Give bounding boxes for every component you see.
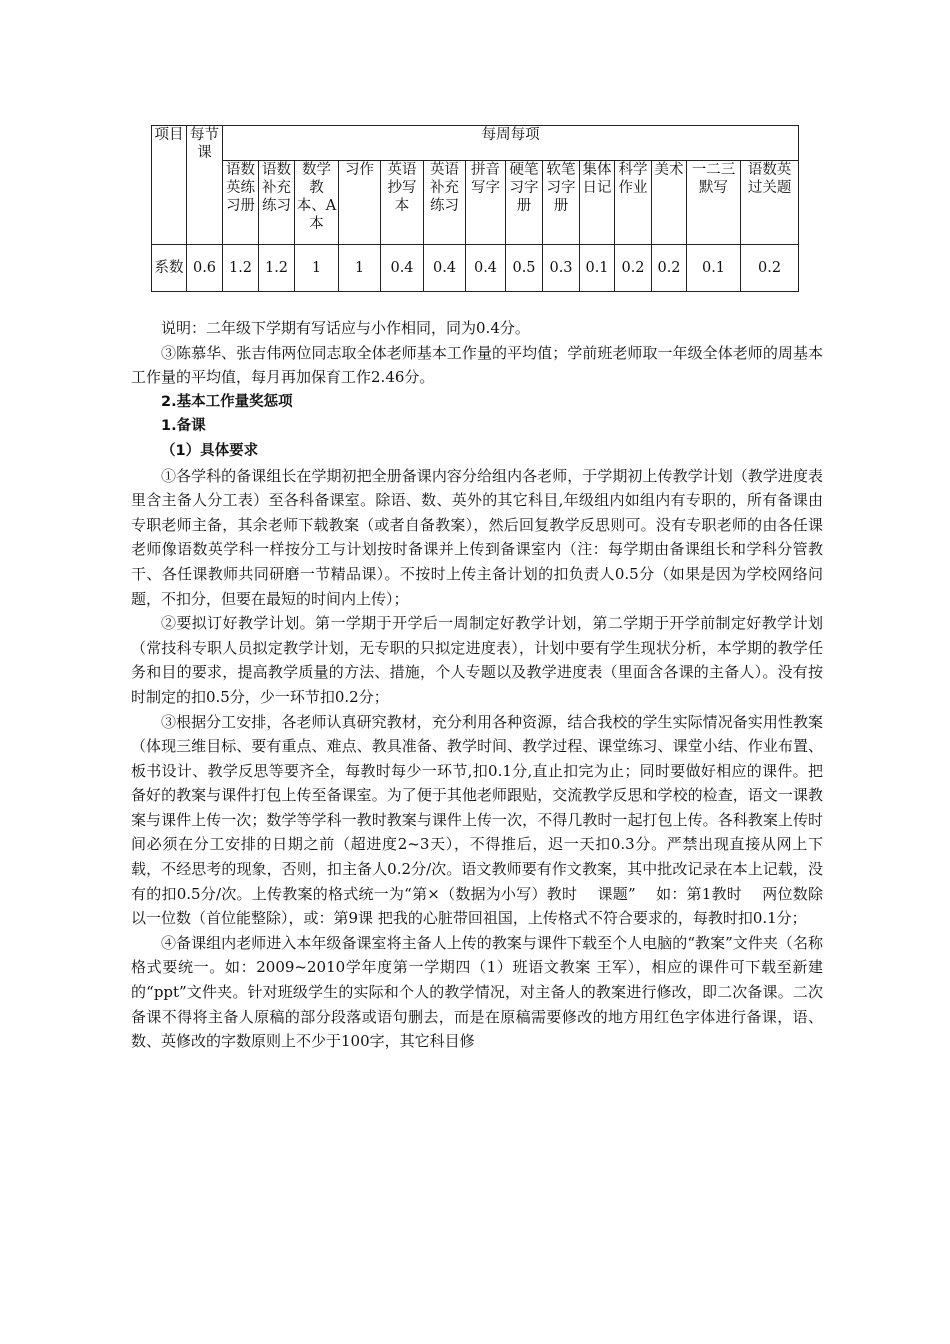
table-cell: 0.5 xyxy=(506,245,543,292)
table-cell: 1 xyxy=(295,245,339,292)
table-cell: 0.6 xyxy=(187,245,223,292)
table-cell: 0.1 xyxy=(580,245,615,292)
column-header: 科学作业 xyxy=(615,161,652,245)
document-body xyxy=(131,316,823,1054)
table-cell: 0.4 xyxy=(424,245,466,292)
table-cell: 0.4 xyxy=(381,245,424,292)
body-paragraph: ②要拟订好教学计划。第一学期于开学后一周制定好教学计划，第二学期于开学前制定好教学计划（常技科专职人员拟定教学计划，无专职的只拟定进度表），计划中要有学生现状分析，本学期的教学任务和目的要求，提高教学质量的方法、措施，个人专题以及教学进度表（里面含各课的主备人）。没有按时制定的扣0.5分，少一环节扣0.2分； xyxy=(131,614,823,706)
table-cell: 1 xyxy=(339,245,381,292)
table-cell: 0.2 xyxy=(652,245,687,292)
column-header: 一二三默写 xyxy=(687,161,741,245)
subsection-heading: （1）具体要求 xyxy=(161,442,259,459)
body-paragraph: ④备课组内老师进入本年级备课室将主备人上传的教案与课件下载至个人电脑的“教案”文件夹（名称格式要统一。如：2009~2010学年度第一学期四（1）班语文教案 王军），相应的课件可下载至新建的“ppt”文件夹。针对班级学生的实际和个人的教学情况，对主备人的教案进行修改，即二次备课。二次备课不得将主备人原稿的部分段落或语句删去，而是在原稿需要修改的地方用红色字体进行备课，语、数、英修改的字数原则上不少于100字，其它科目修 xyxy=(131,933,823,1051)
column-header-row xyxy=(152,161,799,245)
column-header: 硬笔习字册 xyxy=(506,161,543,245)
column-header: 英语抄写本 xyxy=(381,161,424,245)
body-paragraph: ③根据分工安排，各老师认真研究教材，充分利用各种资源，结合我校的学生实际情况备实用性教案（体现三维目标、要有重点、难点、教具准备、教学时间、教学过程、课堂练习、课堂小结、作业布置、板书设计、教学反思等要齐全，每教时每少一环节,扣0.1分,直止扣完为止；同时要做好相应的课件。把备好的教案与课件打包上传至备课室。为了便于其他老师跟贴，交流教学反思和学校的检查，语文一课教案与课件上传一次；数学等学科一教时教案与课件上传一次，不得几教时一起打包上传。各科教案上传时间必须在分工安排的日期之前（超进度2~3天），不得推后，迟一天扣0.3分。严禁出现直接从网上下载，不经思考的现象，否则，扣主备人0.2分/次。语文教师要有作文教案，其中批改记录在本上记载，没有的扣0.5分/次。上传教案的格式统一为“第×（数据为小写）教时 课题” 如：第1教时 两位数除以一位数（首位能整除），或：第9课 把我的心脏带回祖国，上传格式不符合要求的，每教时扣0.1分； xyxy=(131,712,823,928)
table-cell: 0.4 xyxy=(466,245,506,292)
body-paragraph: ①各学科的备课组长在学期初把全册备课内容分给组内各老师，于学期初上传教学计划（教学进度表里含主备人分工表）至各科备课室。除语、数、英外的其它科目,年级组内如组内有专职的，所有备课由专职老师主备，其余老师下载教案（或者自备教案），然后回复教学反思则可。没有专职老师的由各任课老师像语数英学科一样按分工与计划按时备课并上传到备课室内（注：每学期由备课组长和学科分管教干、各任课教师共同研磨一节精品课）。不按时上传主备计划的扣负责人0.5分（如果是因为学校网络问题，不扣分，但要在最短的时间内上传）； xyxy=(131,466,823,608)
column-header: 集体日记 xyxy=(580,161,615,245)
note-paragraph: 说明：二年级下学期有写话应与小作相同，同为0.4分。 xyxy=(161,319,530,337)
table-cell: 0.2 xyxy=(741,245,799,292)
column-header: 习作 xyxy=(339,161,381,245)
header-weekly: 每周每项 xyxy=(223,126,799,161)
table-cell: 1.2 xyxy=(259,245,295,292)
header-item: 项目 xyxy=(152,126,187,245)
column-header: 语数英练习册 xyxy=(223,161,259,245)
section-heading: 2.基本工作量奖惩项 xyxy=(161,393,293,410)
row-label: 系数 xyxy=(152,245,187,292)
header-per-lesson: 每节课 xyxy=(187,126,223,245)
coefficient-row xyxy=(152,245,799,292)
coefficient-table xyxy=(151,125,799,292)
column-header: 美术 xyxy=(652,161,687,245)
column-header: 语数补充练习 xyxy=(259,161,295,245)
column-header: 语数英过关题 xyxy=(741,161,799,245)
table-cell: 0.2 xyxy=(615,245,652,292)
table-cell: 0.3 xyxy=(543,245,580,292)
column-header: 数学教本、A本 xyxy=(295,161,339,245)
table-cell: 1.2 xyxy=(223,245,259,292)
column-header: 拼音写字 xyxy=(466,161,506,245)
subsection-heading: 1.备课 xyxy=(161,418,206,435)
column-header: 英语补充练习 xyxy=(424,161,466,245)
body-paragraph: ③陈慕华、张吉伟两位同志取全体老师基本工作量的平均值；学前班老师取一年级全体老师的周基本工作量的平均值，每月再加保育工作2.46分。 xyxy=(131,343,823,387)
column-header: 软笔习字册 xyxy=(543,161,580,245)
table-cell: 0.1 xyxy=(687,245,741,292)
